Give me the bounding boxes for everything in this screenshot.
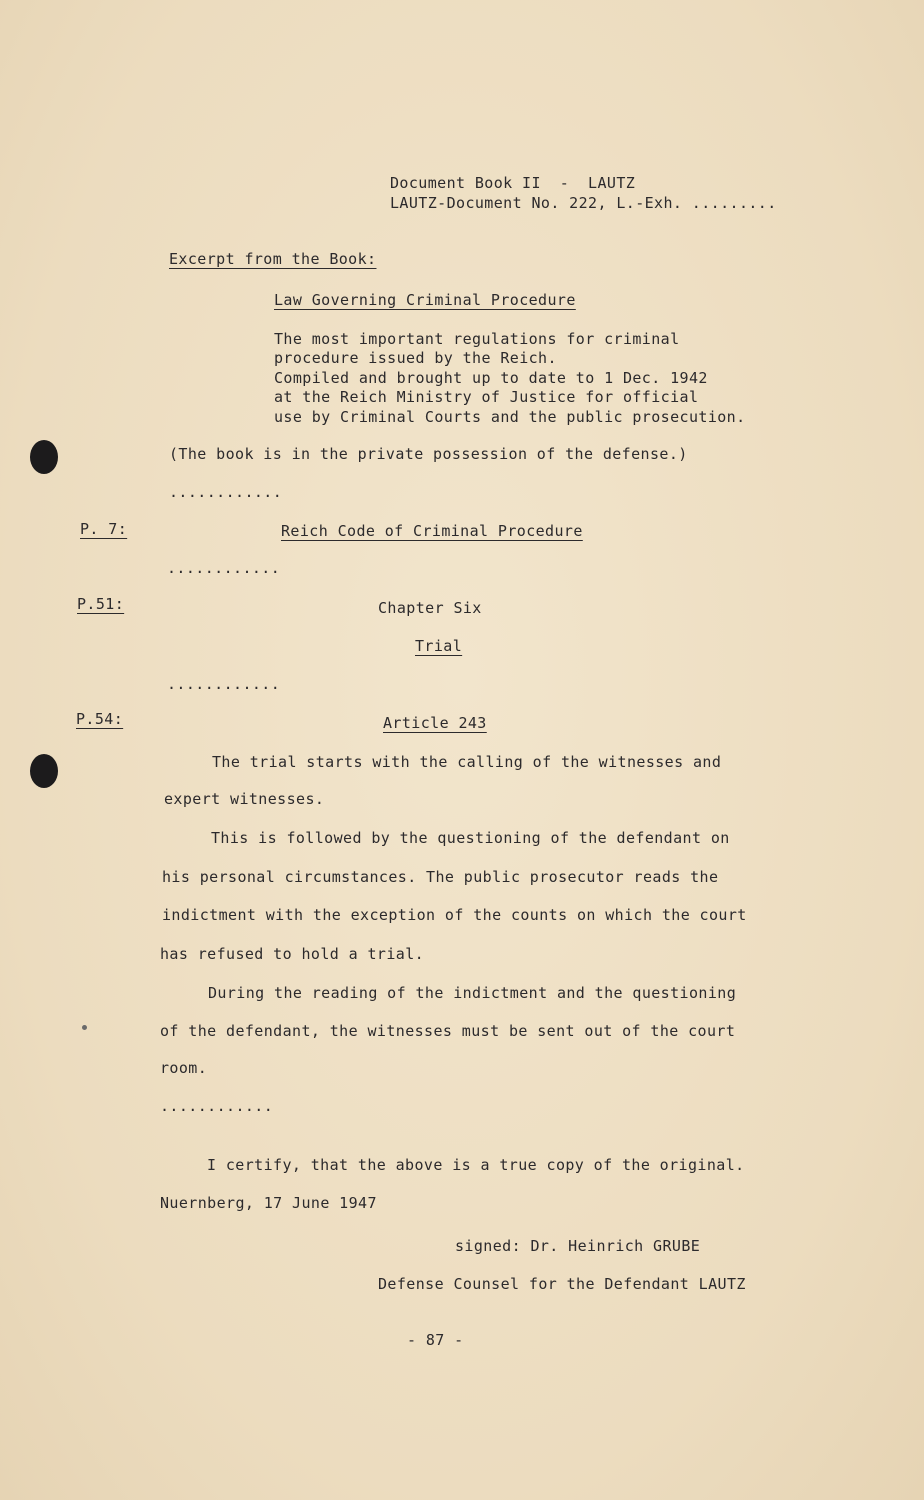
chapter-heading: Chapter Six xyxy=(378,599,482,617)
book-description-line: The most important regulations for criminal xyxy=(274,330,680,348)
counsel-title: Defense Counsel for the Defendant LAUTZ xyxy=(378,1275,746,1293)
body-text-line: During the reading of the indictment and the questioning xyxy=(208,984,737,1002)
code-title: Reich Code of Criminal Procedure xyxy=(281,522,583,540)
body-text-line: This is followed by the questioning of the defendant on xyxy=(211,829,730,847)
body-text-line: has refused to hold a trial. xyxy=(160,945,425,963)
ellipsis-separator: ............ xyxy=(169,483,283,501)
body-text-line: indictment with the exception of the counts on which the court xyxy=(162,906,747,924)
possession-note: (The book is in the private possession of the defense.) xyxy=(169,445,688,463)
ellipsis-separator: ............ xyxy=(167,559,281,577)
body-text-line: room. xyxy=(160,1059,208,1077)
ink-speck xyxy=(82,1025,87,1030)
page-number: - 87 - xyxy=(407,1331,464,1349)
body-text-line: his personal circumstances. The public prosecutor reads the xyxy=(162,868,719,886)
punch-hole xyxy=(30,754,58,788)
book-description-line: Compiled and brought up to date to 1 Dec. 1942 xyxy=(274,369,708,387)
header-document-number: LAUTZ-Document No. 222, L.-Exh. ......... xyxy=(390,194,777,212)
signature-line: signed: Dr. Heinrich GRUBE xyxy=(455,1237,701,1255)
book-description-line: use by Criminal Courts and the public prosecution. xyxy=(274,408,746,426)
header-document-book: Document Book II - LAUTZ xyxy=(390,174,636,192)
book-title: Law Governing Criminal Procedure xyxy=(274,291,576,309)
page-ref-p54: P.54: xyxy=(76,710,124,728)
certification-statement: I certify, that the above is a true copy of the original. xyxy=(207,1156,745,1174)
excerpt-heading: Excerpt from the Book: xyxy=(169,250,377,268)
body-text-line: The trial starts with the calling of the witnesses and xyxy=(212,753,722,771)
place-date: Nuernberg, 17 June 1947 xyxy=(160,1194,377,1212)
ellipsis-separator: ............ xyxy=(160,1097,274,1115)
page-ref-p7: P. 7: xyxy=(80,520,128,538)
book-description-line: procedure issued by the Reich. xyxy=(274,349,557,367)
article-heading: Article 243 xyxy=(383,714,487,732)
book-description-line: at the Reich Ministry of Justice for official xyxy=(274,388,699,406)
chapter-subtitle: Trial xyxy=(415,637,463,655)
page-ref-p51: P.51: xyxy=(77,595,125,613)
body-text-line: of the defendant, the witnesses must be sent out of the court xyxy=(160,1022,736,1040)
body-text-line: expert witnesses. xyxy=(164,790,325,808)
ellipsis-separator: ............ xyxy=(167,675,281,693)
punch-hole xyxy=(30,440,58,474)
